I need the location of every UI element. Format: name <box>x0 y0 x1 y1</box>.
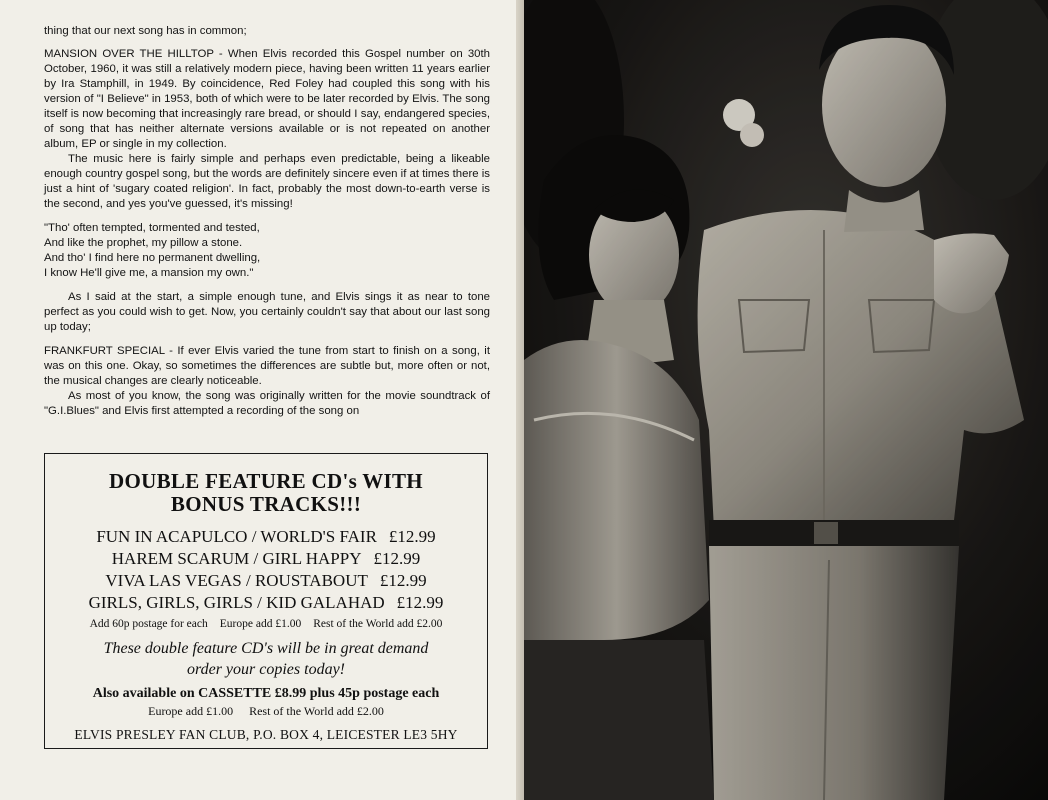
photo-page <box>524 0 1048 800</box>
deal-title: GIRLS, GIRLS, GIRLS / KID GALAHAD <box>88 593 385 612</box>
deal-title: FUN IN ACAPULCO / WORLD'S FAIR <box>96 527 377 546</box>
promo-line: These double feature CD's will be in great demand <box>103 640 429 657</box>
article-intro: thing that our next song has in common; <box>44 25 247 37</box>
mansion-paragraph-3: As I said at the start, a simple enough tune, and Elvis sings it as near to tone perfect as you could wish to get. Now, you certainly couldn't say that about our last song up today; <box>44 291 490 333</box>
left-page <box>0 0 520 800</box>
promo-line: order your copies today! <box>186 661 346 678</box>
ad-headline-line: BONUS TRACKS!!! <box>170 492 362 516</box>
postage-item: Europe add £1.00 <box>219 618 302 630</box>
ad-deal-list <box>45 526 487 614</box>
ad-deal <box>45 570 487 592</box>
article-text <box>44 24 490 426</box>
verse-line: I know He'll give me, a mansion my own." <box>44 267 254 279</box>
verse-line: And tho' I find here no permanent dwelling, <box>44 252 261 264</box>
verse-line: And like the prophet, my pillow a stone. <box>44 237 243 249</box>
ad-cassette-offer: Also available on CASSETTE £8.99 plus 45p postage each <box>92 686 440 701</box>
ad-postage <box>45 618 487 630</box>
cd-advertisement <box>44 453 488 749</box>
mansion-paragraph-1: MANSION OVER THE HILLTOP - When Elvis recorded this Gospel number on 30th October, 1960, it was still a relatively modern piece, having been written 11 years earlier by Ira Stamphill, in 1949. By coincidence, Red Foley had coupled this song with his version of "I Believe" in 1953, both of which were to be later recorded by Elvis. The song itself is now becoming that increasingly rare bread, or should I say, endangered species, of song that has neither alternate versions available or is not repeated on another album, EP or single in my collection. <box>44 48 490 150</box>
frankfurt-paragraph-2: As most of you know, the song was originally written for the movie soundtrack of "G.I.Blues" and Elvis first attempted a recording of the song on <box>44 390 490 417</box>
postage-item: Add 60p postage for each <box>89 618 208 630</box>
postage-item: Europe add £1.00 <box>148 704 234 718</box>
ad-deal <box>45 592 487 614</box>
mansion-paragraph-2: The music here is fairly simple and perhaps even predictable, being a likeable enough country gospel song, but the words are definitely sincere even if at times there is just a hint of 'sugary coated religion'. In fact, probably the most down-to-earth verse is the second, and yes you've guessed, it's missing! <box>44 153 490 210</box>
ad-address: ELVIS PRESLEY FAN CLUB, P.O. BOX 4, LEICESTER LE3 5HY <box>74 727 458 742</box>
ad-promo <box>45 638 487 680</box>
postage-item: Rest of the World add £2.00 <box>313 618 443 630</box>
ad-deal <box>45 548 487 570</box>
deal-price: £12.99 <box>388 527 436 546</box>
deal-price: £12.99 <box>373 549 421 568</box>
ad-cassette-postage <box>45 704 487 719</box>
deal-price: £12.99 <box>379 571 427 590</box>
frankfurt-paragraph-1: FRANKFURT SPECIAL - If ever Elvis varied the tune from start to finish on a song, it was on this one. Okay, so sometimes the differences are subtle but, more often or not, the musical changes are clearly noticeable. <box>44 345 490 387</box>
verse-line: "Tho' often tempted, tormented and tested, <box>44 222 260 234</box>
ad-headline <box>45 470 487 516</box>
song-verse <box>44 221 490 281</box>
film-still-photo <box>524 0 1048 800</box>
deal-price: £12.99 <box>396 593 444 612</box>
ad-deal <box>45 526 487 548</box>
postage-item: Rest of the World add £2.00 <box>249 704 384 718</box>
deal-title: VIVA LAS VEGAS / ROUSTABOUT <box>105 571 368 590</box>
deal-title: HAREM SCARUM / GIRL HAPPY <box>111 549 362 568</box>
ad-headline-line: DOUBLE FEATURE CD's WITH <box>109 469 423 493</box>
